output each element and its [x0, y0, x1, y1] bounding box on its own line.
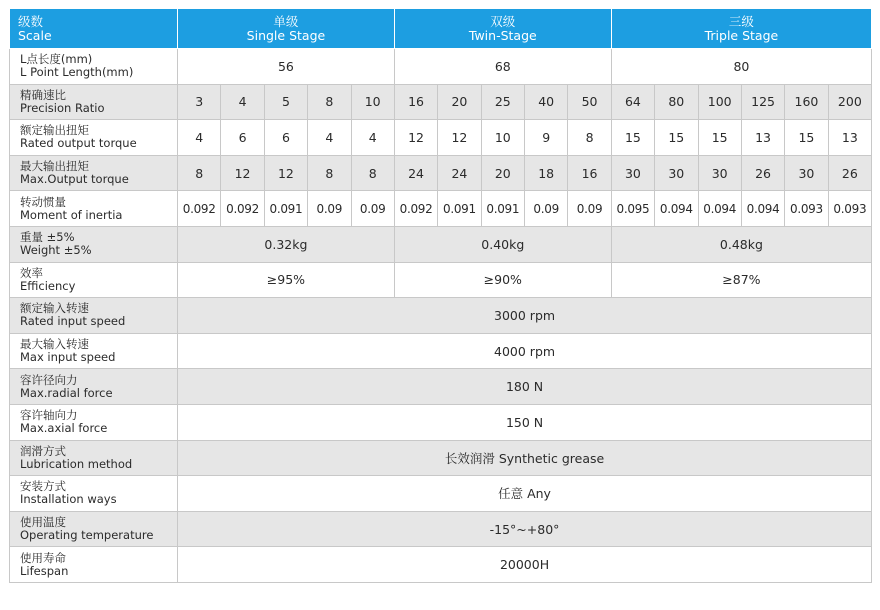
twin-stage-cn: 双级: [490, 13, 516, 29]
table-cell: 10: [351, 84, 394, 120]
single-stage-cn: 单级: [273, 13, 299, 29]
table-cell: 6: [264, 120, 307, 156]
table-cell: 0.09: [351, 191, 394, 227]
table-cell: 150 N: [178, 404, 872, 440]
table-cell: 4: [178, 120, 221, 156]
table-cell: 12: [221, 155, 264, 191]
table-cell: 40: [525, 84, 568, 120]
row-label: [10, 404, 178, 440]
row-label-en: Max.radial force: [20, 385, 113, 400]
table-cell: ≥90%: [394, 262, 611, 298]
table-cell: 0.091: [264, 191, 307, 227]
table-cell: 30: [698, 155, 741, 191]
table-row: [10, 547, 872, 583]
table-cell: 80: [655, 84, 698, 120]
table-cell: 0.092: [394, 191, 437, 227]
twin-stage-header: [394, 9, 611, 49]
table-cell: ≥87%: [611, 262, 871, 298]
row-label-cn: 精确速比: [20, 87, 66, 102]
table-cell: 15: [698, 120, 741, 156]
row-label-en: Rated input speed: [20, 314, 126, 329]
table-cell: 6: [221, 120, 264, 156]
table-cell: 26: [828, 155, 871, 191]
row-label: [10, 369, 178, 405]
row-label-en: Moment of inertia: [20, 207, 123, 222]
table-cell: 15: [655, 120, 698, 156]
table-cell: 20000H: [178, 547, 872, 583]
table-cell: ≥95%: [178, 262, 395, 298]
row-label: [10, 49, 178, 85]
row-label: [10, 333, 178, 369]
table-cell: 0.09: [308, 191, 351, 227]
table-cell: 0.093: [785, 191, 828, 227]
table-cell: 100: [698, 84, 741, 120]
row-label: [10, 155, 178, 191]
row-label-en: Max input speed: [20, 350, 116, 365]
row-label: [10, 511, 178, 547]
table-cell: 15: [611, 120, 654, 156]
table-cell: -15°~+80°: [178, 511, 872, 547]
table-cell: 16: [394, 84, 437, 120]
table-cell: 80: [611, 49, 871, 85]
table-cell: 4: [221, 84, 264, 120]
table-cell: 160: [785, 84, 828, 120]
row-label-en: Max.axial force: [20, 421, 108, 436]
table-cell: 180 N: [178, 369, 872, 405]
single-stage-en: Single Stage: [246, 27, 326, 43]
table-cell: 0.094: [698, 191, 741, 227]
table-cell: 0.093: [828, 191, 871, 227]
spec-table: [9, 8, 872, 583]
table-row: [10, 226, 872, 262]
table-cell: 0.40kg: [394, 226, 611, 262]
row-label-cn: 容许轴向力: [20, 408, 78, 423]
table-cell: 5: [264, 84, 307, 120]
table-cell: 15: [785, 120, 828, 156]
table-cell: 0.094: [741, 191, 784, 227]
row-label: [10, 547, 178, 583]
row-label: [10, 476, 178, 512]
table-cell: 8: [351, 155, 394, 191]
table-cell: 26: [741, 155, 784, 191]
table-cell: 30: [785, 155, 828, 191]
table-cell: 8: [568, 120, 611, 156]
table-cell: 25: [481, 84, 524, 120]
row-label-en: Precision Ratio: [20, 100, 105, 115]
table-cell: 0.48kg: [611, 226, 871, 262]
table-cell: 0.09: [568, 191, 611, 227]
table-cell: 12: [264, 155, 307, 191]
table-cell: 50: [568, 84, 611, 120]
table-cell: 0.094: [655, 191, 698, 227]
table-cell: 16: [568, 155, 611, 191]
row-label-cn: L点长度(mm): [20, 52, 93, 67]
table-cell: 0.092: [178, 191, 221, 227]
row-label-en: Lifespan: [20, 563, 69, 578]
row-label-en: L Point Length(mm): [20, 65, 134, 80]
table-cell: 24: [394, 155, 437, 191]
table-row: [10, 262, 872, 298]
table-cell: 200: [828, 84, 871, 120]
table-row: [10, 84, 872, 120]
table-cell: 8: [178, 155, 221, 191]
table-cell: 4: [308, 120, 351, 156]
row-label-cn: 效率: [20, 265, 43, 280]
table-cell: 0.09: [525, 191, 568, 227]
table-cell: 20: [481, 155, 524, 191]
table-row: [10, 369, 872, 405]
table-cell: 125: [741, 84, 784, 120]
table-cell: 24: [438, 155, 481, 191]
table-row: [10, 440, 872, 476]
row-label-cn: 使用寿命: [20, 550, 66, 565]
table-cell: 3: [178, 84, 221, 120]
table-cell: 68: [394, 49, 611, 85]
table-row: [10, 191, 872, 227]
table-cell: 长效润滑 Synthetic grease: [178, 440, 872, 476]
table-cell: 64: [611, 84, 654, 120]
scale-header-en: Scale: [18, 27, 52, 43]
row-label-en: Lubrication method: [20, 456, 133, 471]
table-row: [10, 298, 872, 334]
table-cell: 30: [611, 155, 654, 191]
table-cell: 0.092: [221, 191, 264, 227]
table-cell: 4: [351, 120, 394, 156]
table-cell: 8: [308, 155, 351, 191]
table-row: [10, 476, 872, 512]
table-cell: 0.091: [481, 191, 524, 227]
table-cell: 56: [178, 49, 395, 85]
row-label-en: Max.Output torque: [20, 172, 129, 187]
table-cell: 3000 rpm: [178, 298, 872, 334]
scale-header-cn: 级数: [18, 13, 44, 29]
row-label-cn: 使用温度: [20, 515, 66, 530]
row-label-cn: 润滑方式: [20, 443, 66, 458]
row-label-cn: 额定输入转速: [20, 301, 89, 316]
row-label: [10, 120, 178, 156]
twin-stage-en: Twin-Stage: [468, 27, 537, 43]
row-label-cn: 重量 ±5%: [20, 230, 75, 245]
row-label-cn: 安装方式: [20, 479, 66, 494]
table-cell: 0.32kg: [178, 226, 395, 262]
table-cell: 30: [655, 155, 698, 191]
header-row: [10, 9, 872, 49]
row-label-en: Weight ±5%: [20, 243, 92, 258]
table-row: [10, 333, 872, 369]
row-label-en: Rated output torque: [20, 136, 137, 151]
row-label: [10, 226, 178, 262]
row-label-cn: 额定输出扭矩: [20, 123, 89, 138]
row-label-en: Efficiency: [20, 278, 76, 293]
table-cell: 12: [394, 120, 437, 156]
row-label: [10, 440, 178, 476]
row-label-cn: 转动惯量: [20, 194, 66, 209]
table-row: [10, 404, 872, 440]
triple-stage-cn: 三级: [728, 13, 754, 29]
single-stage-header: [178, 9, 395, 49]
row-label-cn: 最大输入转速: [20, 337, 89, 352]
row-label-en: Operating temperature: [20, 528, 154, 543]
table-row: [10, 120, 872, 156]
table-cell: 9: [525, 120, 568, 156]
row-label: [10, 298, 178, 334]
table-cell: 0.091: [438, 191, 481, 227]
table-cell: 8: [308, 84, 351, 120]
row-label: [10, 191, 178, 227]
table-cell: 4000 rpm: [178, 333, 872, 369]
triple-stage-header: [611, 9, 871, 49]
table-cell: 20: [438, 84, 481, 120]
table-cell: 13: [828, 120, 871, 156]
table-cell: 18: [525, 155, 568, 191]
table-row: [10, 155, 872, 191]
table-row: [10, 511, 872, 547]
table-cell: 10: [481, 120, 524, 156]
row-label-en: Installation ways: [20, 492, 117, 507]
row-label: [10, 262, 178, 298]
scale-header: [10, 9, 178, 49]
row-label: [10, 84, 178, 120]
table-cell: 13: [741, 120, 784, 156]
table-cell: 12: [438, 120, 481, 156]
table-cell: 0.095: [611, 191, 654, 227]
triple-stage-en: Triple Stage: [704, 27, 779, 43]
table-row: [10, 49, 872, 85]
table-cell: 任意 Any: [178, 476, 872, 512]
row-label-cn: 容许径向力: [20, 372, 78, 387]
row-label-cn: 最大输出扭矩: [20, 159, 89, 174]
